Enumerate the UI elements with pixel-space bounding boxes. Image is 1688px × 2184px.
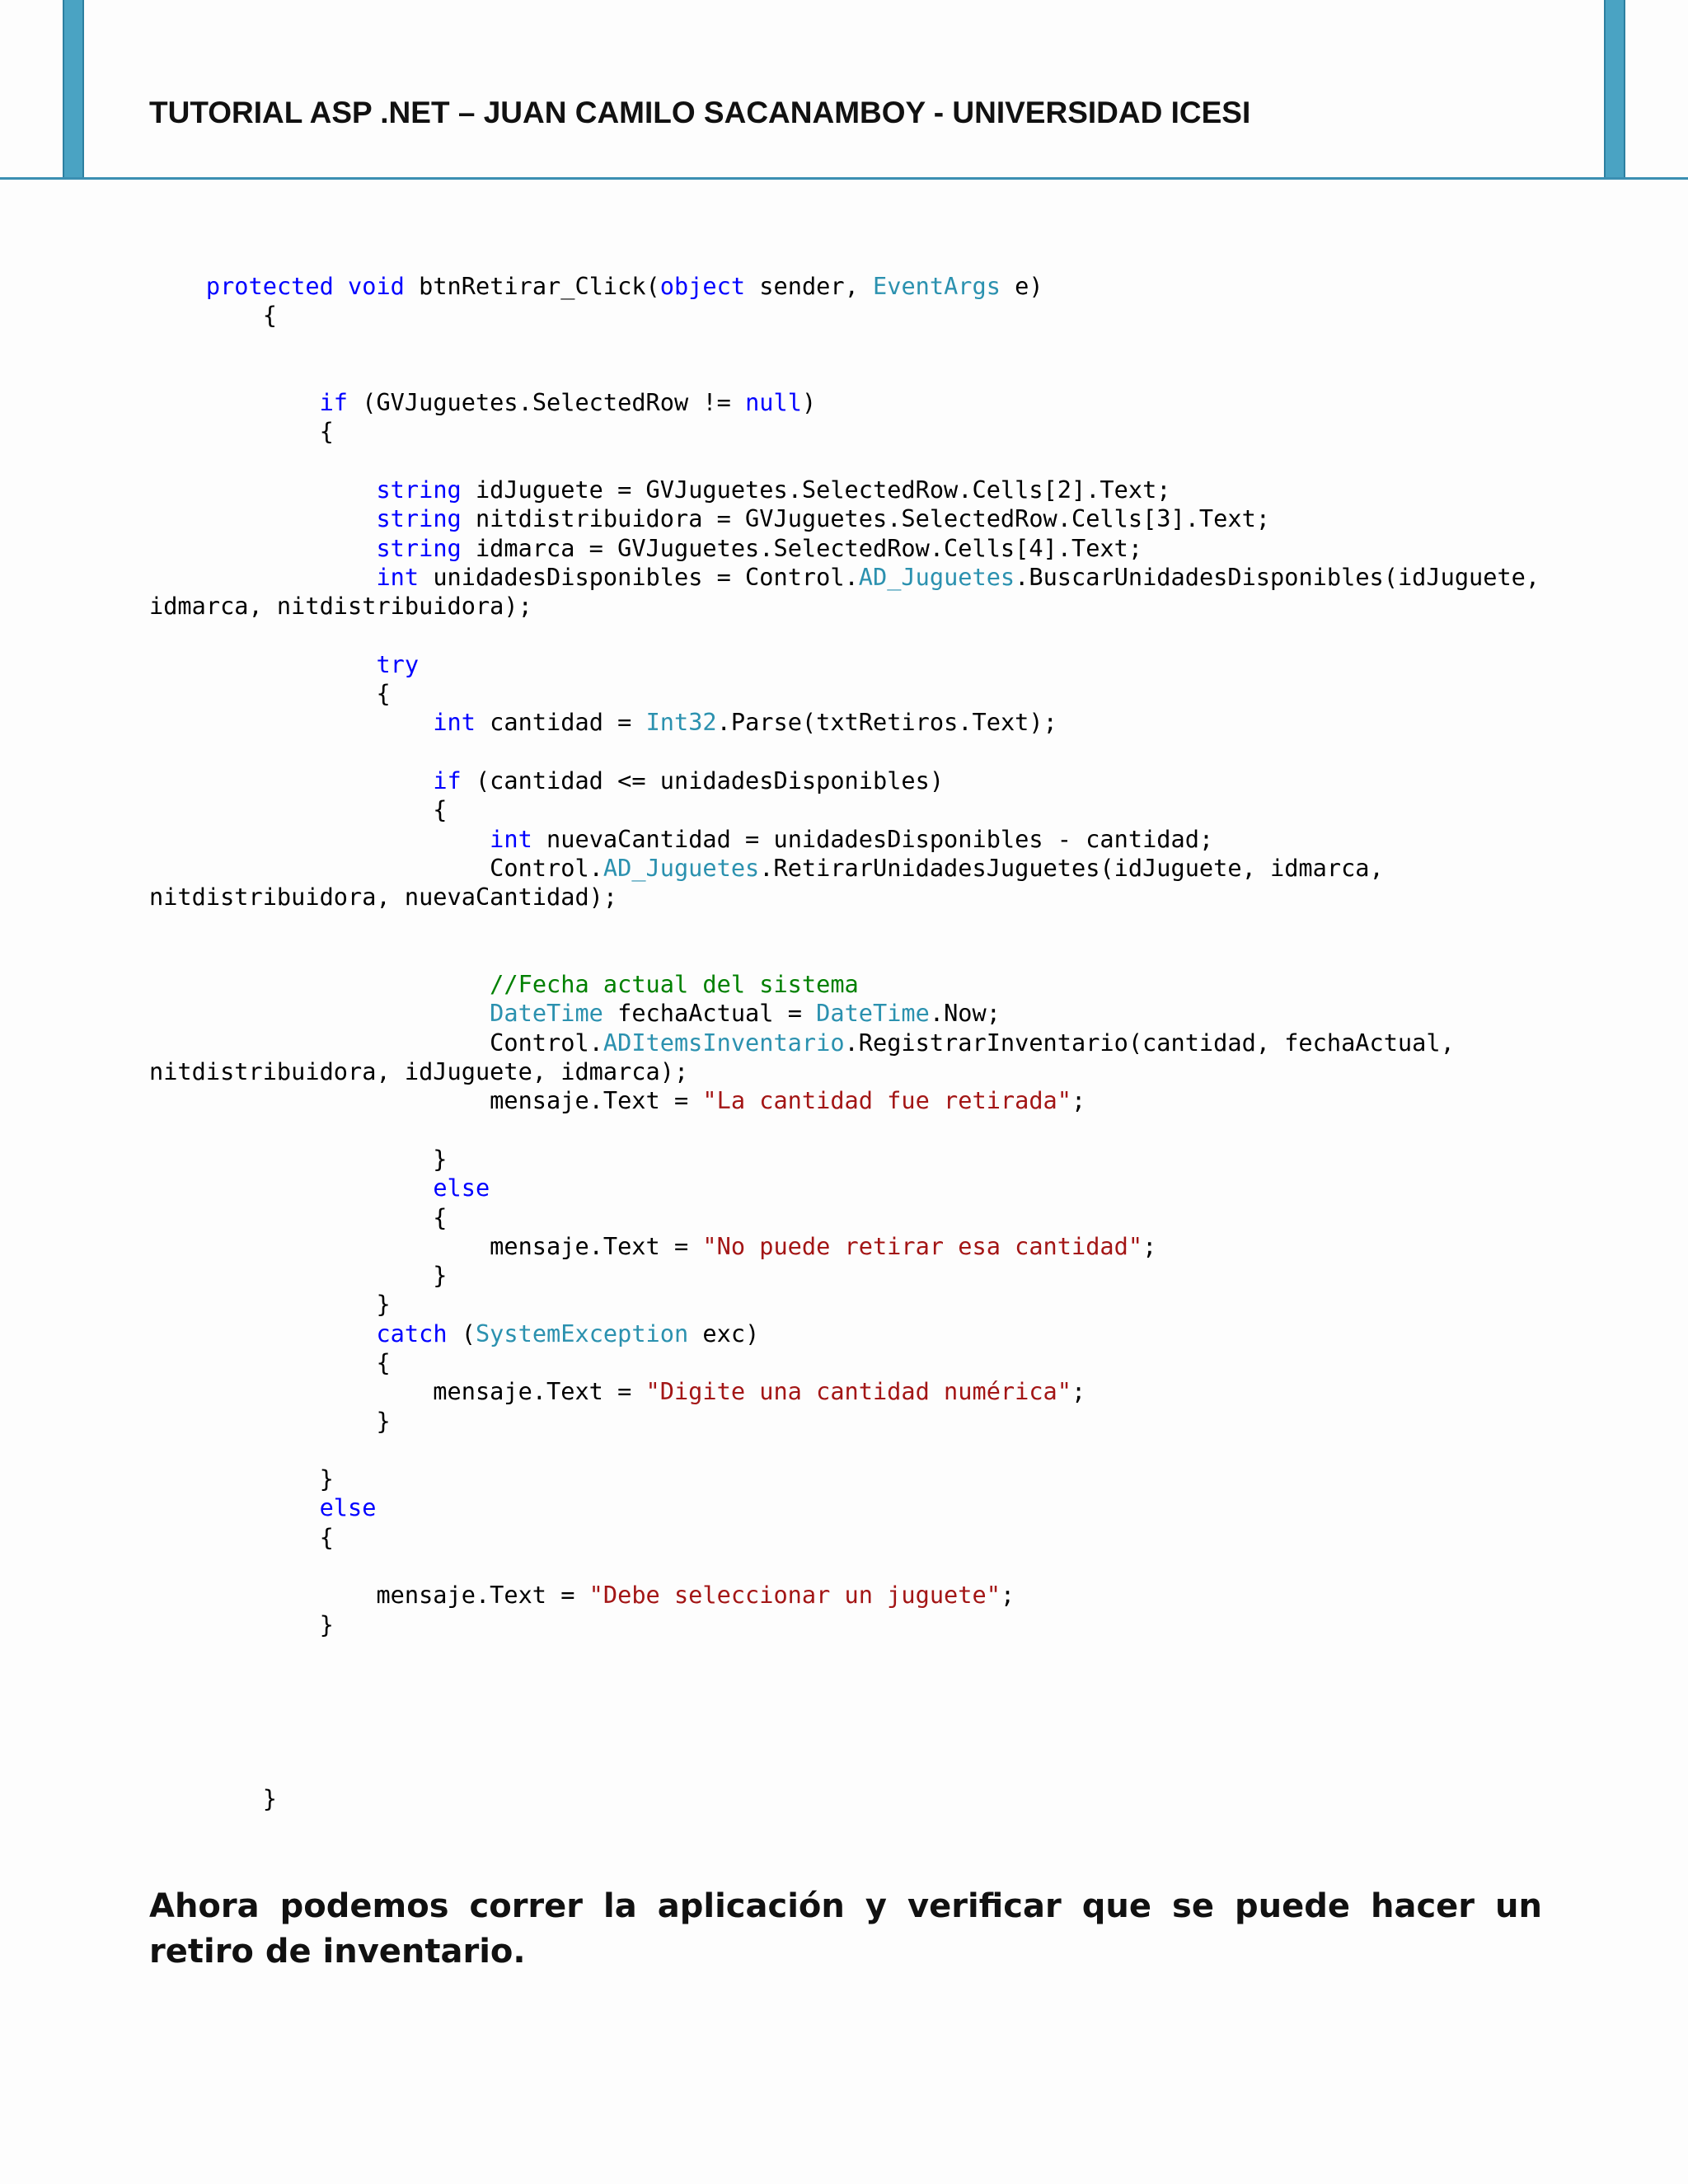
code-token: ; (1000, 1581, 1015, 1610)
code-token: Control. (149, 853, 603, 882)
code-line (149, 417, 1666, 446)
code-line (149, 999, 1666, 1028)
code-token: cantidad = (475, 708, 646, 737)
code-token: string (376, 504, 462, 533)
code-line (149, 563, 1666, 592)
code-token: .RetirarUnidadesJuguetes(idJuguete, idmarca, (759, 853, 1384, 882)
code-token (149, 1493, 320, 1521)
code-token: null (745, 388, 802, 417)
code-token: .BuscarUnidadesDisponibles(idJuguete, (1015, 562, 1540, 591)
code-token: "Debe seleccionar un juguete" (588, 1581, 1001, 1610)
code-token: string (376, 476, 462, 504)
code-token: else (319, 1493, 377, 1522)
code-token (149, 272, 206, 300)
code-token (149, 1319, 376, 1347)
code-token: exc) (688, 1319, 760, 1347)
code-token: catch (376, 1319, 448, 1347)
header-accent-bar-left (63, 0, 84, 180)
code-line (149, 447, 1666, 476)
code-line (149, 1116, 1666, 1145)
code-token (149, 1174, 433, 1202)
code-line (149, 970, 1666, 999)
code-line (149, 912, 1666, 941)
code-token (149, 388, 320, 416)
code-line (149, 1086, 1666, 1115)
code-token: DateTime (816, 999, 930, 1028)
code-token: nitdistribuidora = GVJuguetes.SelectedRow.Cells[3].Text; (461, 504, 1270, 533)
code-token: idmarca, nitdistribuidora); (149, 592, 532, 621)
header-accent-bar-right (1604, 0, 1625, 180)
code-token: sender, (745, 272, 874, 300)
code-token (149, 504, 376, 532)
code-token: if (319, 388, 349, 417)
code-token (334, 272, 348, 300)
code-token: } (149, 1144, 448, 1173)
code-token: { (149, 1347, 391, 1376)
code-token: "No puede retirar esa cantidad" (702, 1231, 1143, 1260)
code-line (149, 679, 1666, 708)
code-line (149, 1029, 1666, 1057)
code-token: btnRetirar_Click( (404, 272, 660, 300)
code-token: SystemException (475, 1319, 689, 1347)
code-line (149, 1261, 1666, 1290)
code-line (149, 1407, 1666, 1436)
code-token (149, 534, 376, 562)
code-listing (149, 272, 1666, 1814)
code-token (149, 825, 490, 853)
code-line (149, 1639, 1666, 1668)
code-token: fechaActual = (603, 999, 817, 1028)
code-line (149, 1319, 1666, 1348)
code-line (149, 1755, 1666, 1784)
closing-paragraph: Ahora podemos correr la aplicación y verificar que se puede hacer un retiro de inventario. (149, 1887, 1542, 1971)
code-line (149, 1668, 1666, 1697)
code-line (149, 504, 1666, 533)
code-token: { (149, 679, 391, 708)
code-line (149, 388, 1666, 417)
code-token: "Digite una cantidad numérica" (645, 1377, 1071, 1406)
code-line (149, 359, 1666, 388)
code-line (149, 766, 1666, 795)
code-line (149, 854, 1666, 883)
code-line (149, 1698, 1666, 1727)
code-line (149, 476, 1666, 504)
code-token: mensaje.Text = (149, 1086, 703, 1115)
code-token: (cantidad <= unidadesDisponibles) (461, 766, 945, 795)
code-line (149, 738, 1666, 766)
code-token: else (433, 1174, 490, 1202)
code-token: } (149, 1784, 277, 1813)
code-token (149, 708, 433, 736)
code-line (149, 708, 1666, 737)
code-token (149, 563, 376, 591)
code-token: ( (447, 1319, 476, 1347)
code-line (149, 1552, 1666, 1581)
code-line (149, 1465, 1666, 1493)
code-token: DateTime (490, 999, 603, 1028)
code-token: .Now; (929, 999, 1001, 1028)
code-line (149, 1493, 1666, 1522)
code-token: } (149, 1406, 391, 1435)
code-line (149, 1727, 1666, 1755)
code-line (149, 1784, 1666, 1813)
code-token: int (433, 708, 476, 737)
code-token: void (348, 272, 405, 300)
code-token (149, 970, 490, 998)
code-line (149, 1145, 1666, 1174)
code-line (149, 1377, 1666, 1406)
code-token: Control. (149, 1028, 603, 1057)
page-header-title: TUTORIAL ASP .NET – JUAN CAMILO SACANAMBOY - UNIVERSIDAD ICESI (149, 96, 1251, 129)
code-token: string (376, 533, 462, 562)
code-line (149, 301, 1666, 330)
code-token: idJuguete = GVJuguetes.SelectedRow.Cells[2].Text; (461, 476, 1171, 504)
code-token: mensaje.Text = (149, 1377, 646, 1406)
code-token: int (490, 824, 532, 853)
code-token: mensaje.Text = (149, 1231, 703, 1260)
code-line (149, 1174, 1666, 1202)
code-token: } (149, 1610, 334, 1638)
code-token: .Parse(txtRetiros.Text); (716, 708, 1057, 737)
code-token: { (149, 1202, 448, 1231)
code-token: (GVJuguetes.SelectedRow != (348, 388, 746, 417)
code-token: } (149, 1465, 334, 1493)
code-line (149, 825, 1666, 854)
code-line (149, 330, 1666, 359)
code-token: unidadesDisponibles = Control. (419, 562, 859, 591)
code-token: int (376, 562, 420, 591)
code-token: ; (1071, 1377, 1086, 1406)
code-line (149, 941, 1666, 970)
code-token: { (149, 417, 334, 446)
code-token: { (149, 301, 277, 330)
code-token: nuevaCantidad = unidadesDisponibles - cantidad; (532, 824, 1214, 853)
code-token: idmarca = GVJuguetes.SelectedRow.Cells[4].Text; (461, 533, 1143, 562)
code-token: ) (801, 388, 817, 417)
code-line (149, 883, 1666, 912)
code-line (149, 1057, 1666, 1086)
code-token (149, 476, 376, 504)
code-token: } (149, 1290, 391, 1319)
code-token: ; (1142, 1231, 1157, 1260)
code-token (149, 999, 490, 1027)
code-line (149, 1523, 1666, 1552)
code-token: { (149, 795, 448, 824)
code-token: { (149, 1522, 334, 1551)
code-line (149, 1232, 1666, 1261)
code-token: ; (1071, 1086, 1086, 1115)
code-line (149, 272, 1666, 301)
code-token: protected (205, 272, 334, 300)
code-line (149, 592, 1666, 621)
code-token: Int32 (645, 708, 717, 737)
header-divider-line (0, 177, 1688, 180)
code-token: //Fecha actual del sistema (490, 970, 859, 999)
code-token: mensaje.Text = (149, 1581, 589, 1610)
code-token: AD_Juguetes (858, 562, 1015, 591)
code-token: .RegistrarInventario(cantidad, fechaActual, (844, 1028, 1455, 1057)
code-line (149, 1436, 1666, 1465)
code-line (149, 1290, 1666, 1319)
code-token: EventArgs (873, 272, 1001, 300)
code-line (149, 795, 1666, 824)
code-token: ADItemsInventario (603, 1028, 845, 1057)
code-token: if (433, 766, 462, 795)
code-token (149, 766, 433, 794)
code-token: AD_Juguetes (603, 853, 760, 882)
code-token: nitdistribuidora, idJuguete, idmarca); (149, 1057, 689, 1086)
code-line (149, 1610, 1666, 1639)
code-line (149, 1348, 1666, 1377)
code-token: } (149, 1261, 448, 1290)
code-line (149, 650, 1666, 679)
code-line (149, 1581, 1666, 1610)
code-token: "La cantidad fue retirada" (702, 1086, 1071, 1115)
code-token: nitdistribuidora, nuevaCantidad); (149, 883, 618, 912)
code-line (149, 534, 1666, 563)
code-token: object (659, 272, 746, 300)
code-line (149, 621, 1666, 650)
code-line (149, 1203, 1666, 1232)
code-token (149, 650, 376, 678)
code-token: e) (1000, 272, 1043, 300)
code-token: try (376, 649, 420, 678)
